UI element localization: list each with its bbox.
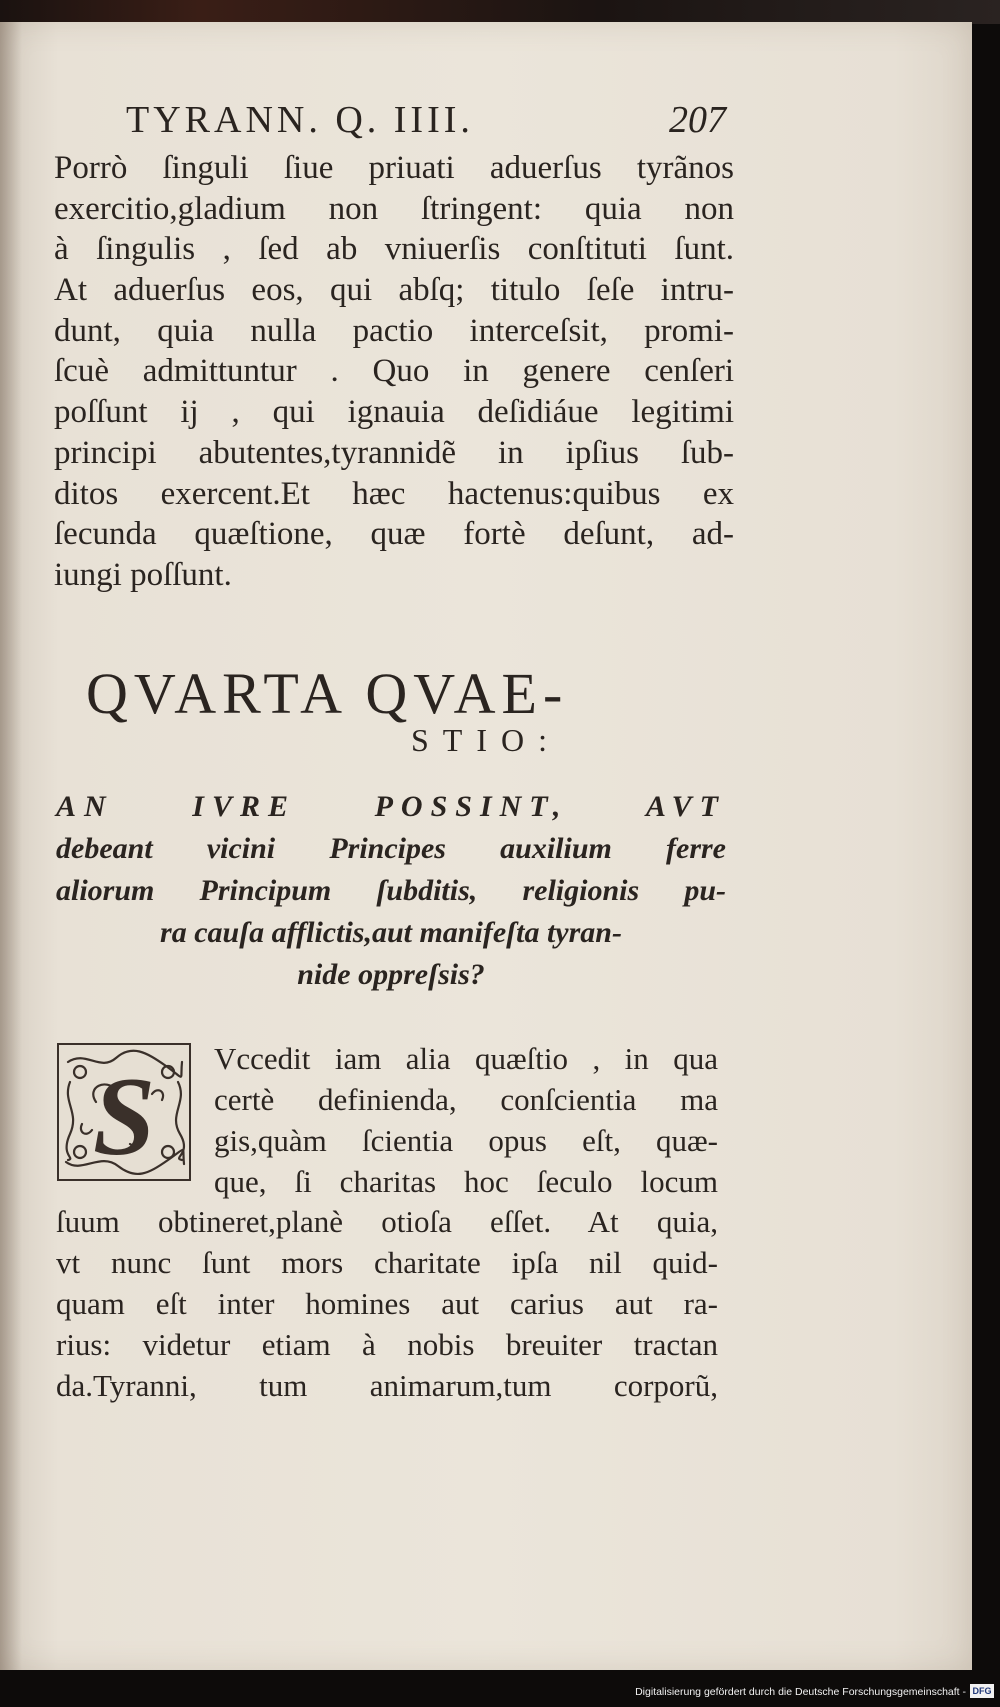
- page-number: 207: [669, 99, 726, 141]
- paragraph-1: [54, 148, 734, 596]
- gutter-shadow: [0, 22, 22, 1670]
- section-heading: QVARTA QVAE-: [86, 661, 569, 726]
- ornate-initial-s-icon: [56, 1042, 192, 1182]
- text-line: da.Tyranni, tum animarum,tum corporũ,: [56, 1368, 718, 1403]
- text-line: At aduerſus eos, qui abſq; titulo ſeſe intru-: [54, 272, 734, 309]
- question-line: debeant vicini Principes auxilium ferre: [56, 832, 726, 865]
- dfg-logo: DFG: [970, 1684, 994, 1698]
- text-line: quam eſt inter homines aut carius aut ra-: [56, 1286, 718, 1321]
- funding-credit: Digitalisierung gefördert durch die Deutsche Forschungsgemeinschaft -: [635, 1686, 966, 1698]
- text-line: iungi poſſunt.: [54, 556, 232, 593]
- section-heading-continuation: STIO:: [411, 722, 561, 758]
- text-line: ſuum obtineret,planè otioſa eſſet. At quia,: [56, 1204, 718, 1239]
- question-line: ra cauſa afflictis,aut manifeſta tyran-: [160, 916, 622, 949]
- text-line: exercitio,gladium non ſtringent: quia non: [54, 190, 734, 227]
- question-line: aliorum Principum ſubditis, religionis pu-: [56, 874, 726, 907]
- text-line: ditos exercent.Et hæc hactenus:quibus ex: [54, 475, 734, 512]
- running-title: TYRANN. Q. IIII.: [126, 99, 474, 141]
- running-header: [126, 98, 726, 154]
- question-line: nide oppreſsis?: [297, 958, 485, 991]
- text-line: ſcuè admittuntur . Quo in genere cenſeri: [54, 353, 734, 390]
- text-line: vt nunc ſunt mors charitate ipſa nil quid-: [56, 1245, 718, 1280]
- book-top-edge: [0, 0, 1000, 24]
- text-line: Porrò ſinguli ſiue priuati aduerſus tyrãnos: [54, 150, 734, 186]
- text-line: principi abutentes,tyrannidẽ in ipſius ſub-: [54, 434, 734, 471]
- text-line: rius: videtur etiam à nobis breuiter tractan: [56, 1327, 718, 1362]
- text-line: que, ſi charitas hoc ſeculo locum: [214, 1164, 718, 1199]
- text-line: certè definienda, conſcientia ma: [214, 1082, 718, 1117]
- text-line: ſecunda quæſtione, quæ fortè deſunt, ad-: [54, 516, 734, 553]
- paragraph-2: [56, 1201, 718, 1406]
- text-line: gis,quàm ſcientia opus eſt, quæ-: [214, 1123, 718, 1158]
- dropcap-letter: S: [92, 1055, 156, 1179]
- paragraph-2-indented: [214, 1038, 718, 1202]
- text-line: à ſingulis , ſed ab vniuerſis conſtituti ſunt.: [54, 231, 734, 268]
- text-line: Vccedit iam alia quæſtio , in qua: [214, 1041, 718, 1076]
- question-line: AN IVRE POSSINT, AVT: [56, 790, 726, 823]
- text-line: dunt, quia nulla pactio interceſsit, promi-: [54, 312, 734, 349]
- question-heading: [56, 786, 726, 996]
- text-line: poſſunt ij , qui ignauia deſidiáue legitimi: [54, 394, 734, 431]
